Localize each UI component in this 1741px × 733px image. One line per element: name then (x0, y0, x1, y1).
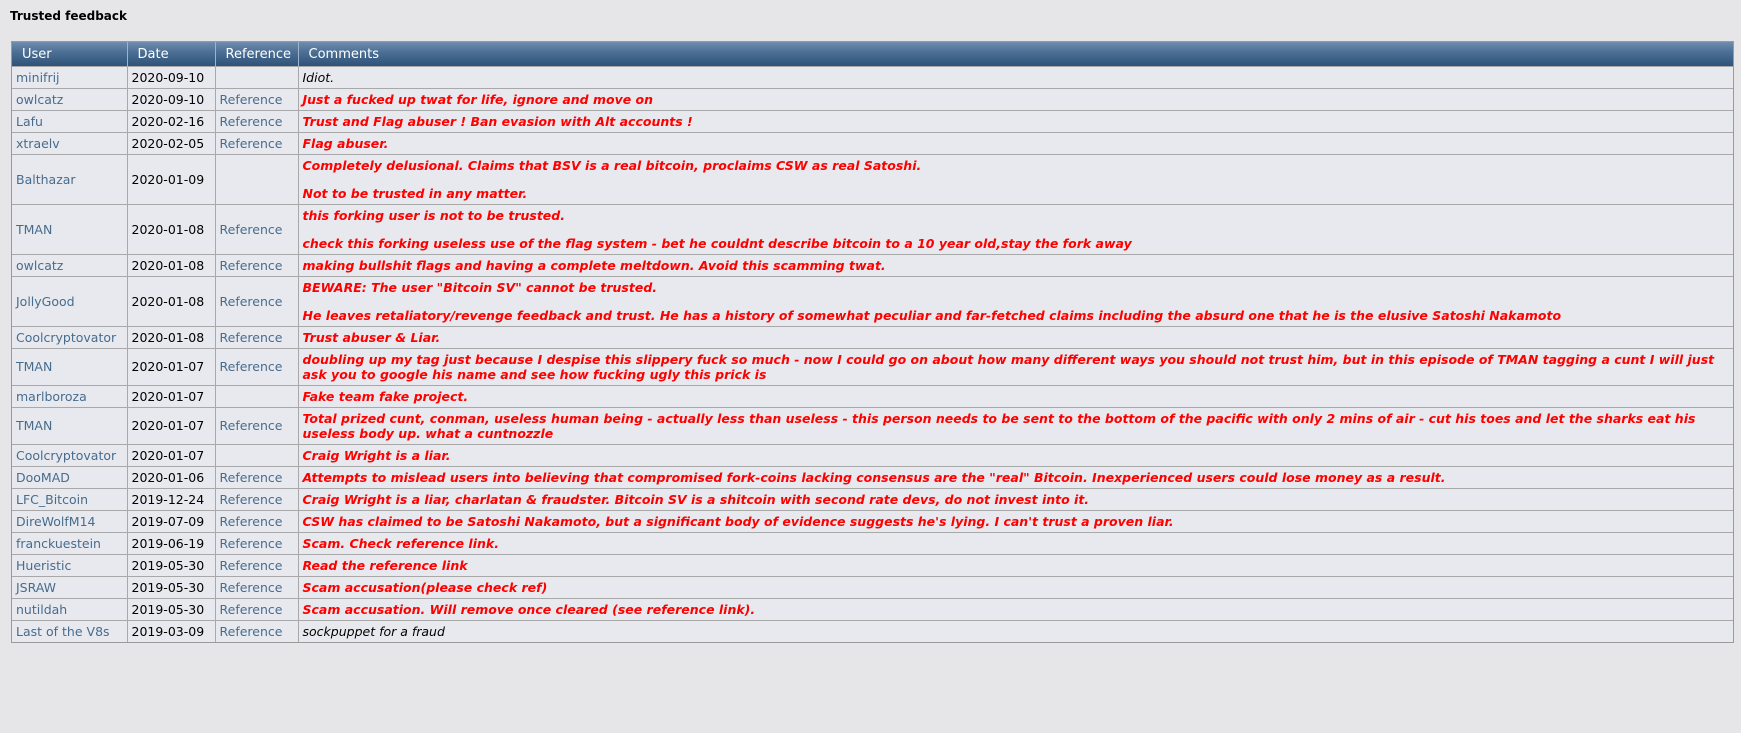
comment-text: Fake team fake project. (302, 388, 469, 404)
comment-cell (298, 466, 1733, 488)
table-row (12, 326, 1733, 348)
comment-text: making bullshit flags and having a complete meltdown. Avoid this scamming twat. (302, 257, 886, 273)
user-link[interactable]: JSRAW (16, 579, 57, 595)
user-cell (12, 154, 127, 204)
comment-text: Idiot. (302, 69, 335, 85)
table-row (12, 110, 1733, 132)
reference-cell (215, 276, 298, 326)
comment-cell (298, 110, 1733, 132)
table-row (12, 276, 1733, 326)
table-row (12, 488, 1733, 510)
table-row (12, 204, 1733, 254)
user-link[interactable]: DooMAD (16, 469, 70, 485)
user-link[interactable]: TMAN (16, 418, 53, 433)
date-cell: 2019-05-30 (127, 576, 215, 598)
comment-cell (298, 598, 1733, 620)
user-link[interactable]: Coolcryptovator (16, 329, 117, 345)
user-cell (12, 204, 127, 254)
comment-text: Trust and Flag abuser ! Ban evasion with Alt accounts ! (302, 113, 693, 129)
date-cell: 2020-01-07 (127, 444, 215, 466)
user-link[interactable]: Lafu (16, 113, 43, 129)
table-row (12, 88, 1733, 110)
table-row (12, 154, 1733, 204)
reference-link[interactable]: Reference (219, 557, 283, 573)
user-cell (12, 444, 127, 466)
user-link[interactable]: nutildah (16, 601, 68, 617)
user-link[interactable]: TMAN (16, 221, 53, 237)
comment-cell (298, 204, 1733, 254)
date-cell: 2020-01-08 (127, 276, 215, 326)
comment-text: Craig Wright is a liar. (302, 447, 451, 463)
reference-cell (215, 88, 298, 110)
reference-cell (215, 554, 298, 576)
date-cell: 2020-09-10 (127, 88, 215, 110)
reference-cell (215, 110, 298, 132)
comment-cell (298, 510, 1733, 532)
reference-cell (215, 620, 298, 642)
comment-cell (298, 444, 1733, 466)
user-cell (12, 276, 127, 326)
date-cell: 2020-01-08 (127, 204, 215, 254)
reference-cell (215, 66, 298, 88)
reference-link[interactable]: Reference (219, 491, 283, 507)
user-cell (12, 488, 127, 510)
reference-cell (215, 488, 298, 510)
reference-cell (215, 407, 298, 444)
table-row (12, 444, 1733, 466)
user-cell (12, 132, 127, 154)
reference-link[interactable]: Reference (219, 359, 283, 374)
page-title: Trusted feedback (10, 9, 127, 23)
reference-link[interactable]: Reference (219, 579, 283, 595)
user-cell (12, 510, 127, 532)
comment-cell (298, 554, 1733, 576)
reference-link[interactable]: Reference (219, 221, 283, 237)
reference-link[interactable]: Reference (219, 513, 283, 529)
table-row (12, 385, 1733, 407)
comment-text: Craig Wright is a liar, charlatan & fraudster. Bitcoin SV is a shitcoin with second rate devs, do not invest into it. (302, 491, 1090, 507)
reference-cell (215, 254, 298, 276)
column-header-user: User (12, 42, 127, 66)
user-cell (12, 620, 127, 642)
comment-cell (298, 66, 1733, 88)
reference-cell (215, 598, 298, 620)
date-cell: 2020-01-07 (127, 348, 215, 385)
user-cell (12, 66, 127, 88)
table-row (12, 554, 1733, 576)
user-cell (12, 254, 127, 276)
reference-link[interactable]: Reference (219, 91, 283, 107)
reference-cell (215, 510, 298, 532)
user-link[interactable]: Balthazar (16, 171, 76, 187)
feedback-table-container (11, 41, 1734, 643)
table-row (12, 254, 1733, 276)
reference-cell (215, 385, 298, 407)
comment-text: CSW has claimed to be Satoshi Nakamoto, but a significant body of evidence suggests he's lying. I can't trust a proven liar. (302, 513, 1174, 529)
reference-cell (215, 576, 298, 598)
date-cell: 2020-01-09 (127, 154, 215, 204)
user-cell (12, 348, 127, 385)
date-cell: 2019-12-24 (127, 488, 215, 510)
comment-text: Scam accusation(please check ref) (302, 579, 548, 595)
comment-cell (298, 132, 1733, 154)
reference-cell (215, 532, 298, 554)
reference-cell (215, 348, 298, 385)
user-link[interactable]: xtraelv (16, 135, 60, 151)
reference-link[interactable]: Reference (219, 623, 283, 639)
table-row (12, 466, 1733, 488)
date-cell: 2020-02-16 (127, 110, 215, 132)
reference-cell (215, 466, 298, 488)
user-cell (12, 532, 127, 554)
column-header-comments: Comments (308, 47, 379, 63)
comment-cell (298, 576, 1733, 598)
comment-text: Not to be trusted in any matter. (302, 185, 528, 201)
user-cell (12, 110, 127, 132)
user-cell (12, 598, 127, 620)
comment-text: Attempts to mislead users into believing that compromised fork-coins lacking consensus are the "real" Bitcoin. Inexperienced users could lose money as a result. (302, 469, 1446, 485)
comment-text: Completely delusional. Claims that BSV is a real bitcoin, proclaims CSW as real Satoshi. (302, 157, 922, 173)
user-cell (12, 576, 127, 598)
reference-cell (215, 204, 298, 254)
comment-cell (298, 532, 1733, 554)
comment-paragraph-gap (303, 173, 1730, 186)
reference-link[interactable]: Reference (219, 257, 283, 273)
column-header-date: Date (127, 42, 215, 66)
comment-text: Trust abuser & Liar. (302, 329, 441, 345)
reference-link[interactable]: Reference (219, 418, 283, 433)
user-link[interactable]: owlcatz (16, 257, 64, 273)
user-cell (12, 385, 127, 407)
reference-link[interactable]: Reference (219, 469, 283, 485)
reference-link[interactable]: Reference (219, 293, 283, 309)
comment-text: Just a fucked up twat for life, ignore and move on (302, 91, 654, 107)
comment-cell (298, 154, 1733, 204)
reference-link[interactable]: Reference (219, 601, 283, 617)
table-row (12, 576, 1733, 598)
table-row (12, 510, 1733, 532)
user-link[interactable]: Hueristic (16, 557, 72, 573)
date-cell: 2020-02-05 (127, 132, 215, 154)
reference-link[interactable]: Reference (219, 535, 283, 551)
user-link[interactable]: marlboroza (16, 388, 87, 404)
date-cell: 2019-05-30 (127, 554, 215, 576)
table-row (12, 348, 1733, 385)
reference-link[interactable]: Reference (219, 329, 283, 345)
comment-cell (298, 326, 1733, 348)
date-cell: 2020-01-06 (127, 466, 215, 488)
table-row (12, 598, 1733, 620)
header-row (12, 42, 1733, 66)
user-link[interactable]: LFC_Bitcoin (16, 491, 88, 507)
date-cell: 2020-01-07 (127, 407, 215, 444)
comment-cell (298, 348, 1733, 385)
user-link[interactable]: Last of the V8s (16, 623, 110, 639)
user-link[interactable]: TMAN (16, 359, 53, 374)
comment-text: BEWARE: The user "Bitcoin SV" cannot be trusted. (302, 279, 658, 295)
user-cell (12, 407, 127, 444)
comment-cell (298, 488, 1733, 510)
comment-text: Scam. Check reference link. (302, 535, 499, 551)
comment-text: doubling up my tag just because I despise this slippery fuck so much - now I could go on about how many different ways you should not trust him, but in this episode of TMAN tagging a cunt I will just ask you to google his name and see how fucking ugly this prick is (302, 351, 1715, 382)
reference-cell (215, 154, 298, 204)
comment-text: He leaves retaliatory/revenge feedback and trust. He has a history of somewhat peculiar and far-fetched claims including the absurd one that he is the elusive Satoshi Nakamoto (302, 307, 1562, 323)
feedback-table-body (12, 66, 1733, 642)
user-cell (12, 466, 127, 488)
comment-cell (298, 88, 1733, 110)
comment-cell (298, 276, 1733, 326)
feedback-table-header (12, 42, 1733, 66)
comment-cell (298, 385, 1733, 407)
comment-paragraph-gap (303, 223, 1730, 236)
user-cell (12, 88, 127, 110)
reference-cell (215, 444, 298, 466)
date-cell: 2020-01-07 (127, 385, 215, 407)
table-row (12, 132, 1733, 154)
date-cell: 2019-07-09 (127, 510, 215, 532)
comment-text: this forking user is not to be trusted. (302, 207, 565, 223)
date-cell: 2020-01-08 (127, 254, 215, 276)
table-row (12, 66, 1733, 88)
date-cell: 2020-09-10 (127, 66, 215, 88)
user-cell (12, 326, 127, 348)
reference-link[interactable]: Reference (219, 135, 283, 151)
table-row (12, 532, 1733, 554)
comment-text: Flag abuser. (302, 135, 389, 151)
table-row (12, 620, 1733, 642)
comment-text: Total prized cunt, conman, useless human being - actually less than useless - this person needs to be sent to the bottom of the pacific with only 2 mins of air - cut his toes and let the sharks eat his useless body up. what a cuntnozzle (302, 410, 1696, 441)
user-link[interactable]: owlcatz (16, 91, 64, 107)
reference-cell (215, 326, 298, 348)
date-cell: 2019-06-19 (127, 532, 215, 554)
user-link[interactable]: minifrij (16, 69, 60, 85)
user-link[interactable]: franckuestein (16, 535, 101, 551)
user-link[interactable]: JollyGood (16, 293, 75, 309)
date-cell: 2019-03-09 (127, 620, 215, 642)
user-link[interactable]: DireWolfM14 (16, 513, 96, 529)
comment-paragraph-gap (303, 295, 1730, 308)
reference-cell (215, 132, 298, 154)
comment-text: Read the reference link (302, 557, 468, 573)
column-header-reference: Reference (215, 42, 298, 66)
comment-text: check this forking useless use of the flag system - bet he couldnt describe bitcoin to a 10 year old,stay the fork away (302, 235, 1132, 251)
table-row (12, 407, 1733, 444)
user-link[interactable]: Coolcryptovator (16, 447, 117, 463)
date-cell: 2020-01-08 (127, 326, 215, 348)
user-cell (12, 554, 127, 576)
comment-cell (298, 407, 1733, 444)
date-cell: 2019-05-30 (127, 598, 215, 620)
comment-cell (298, 620, 1733, 642)
comment-text: Scam accusation. Will remove once cleared (see reference link). (302, 601, 756, 617)
comment-cell (298, 254, 1733, 276)
reference-link[interactable]: Reference (219, 113, 283, 129)
comment-text: sockpuppet for a fraud (302, 623, 445, 639)
feedback-table (12, 42, 1733, 642)
